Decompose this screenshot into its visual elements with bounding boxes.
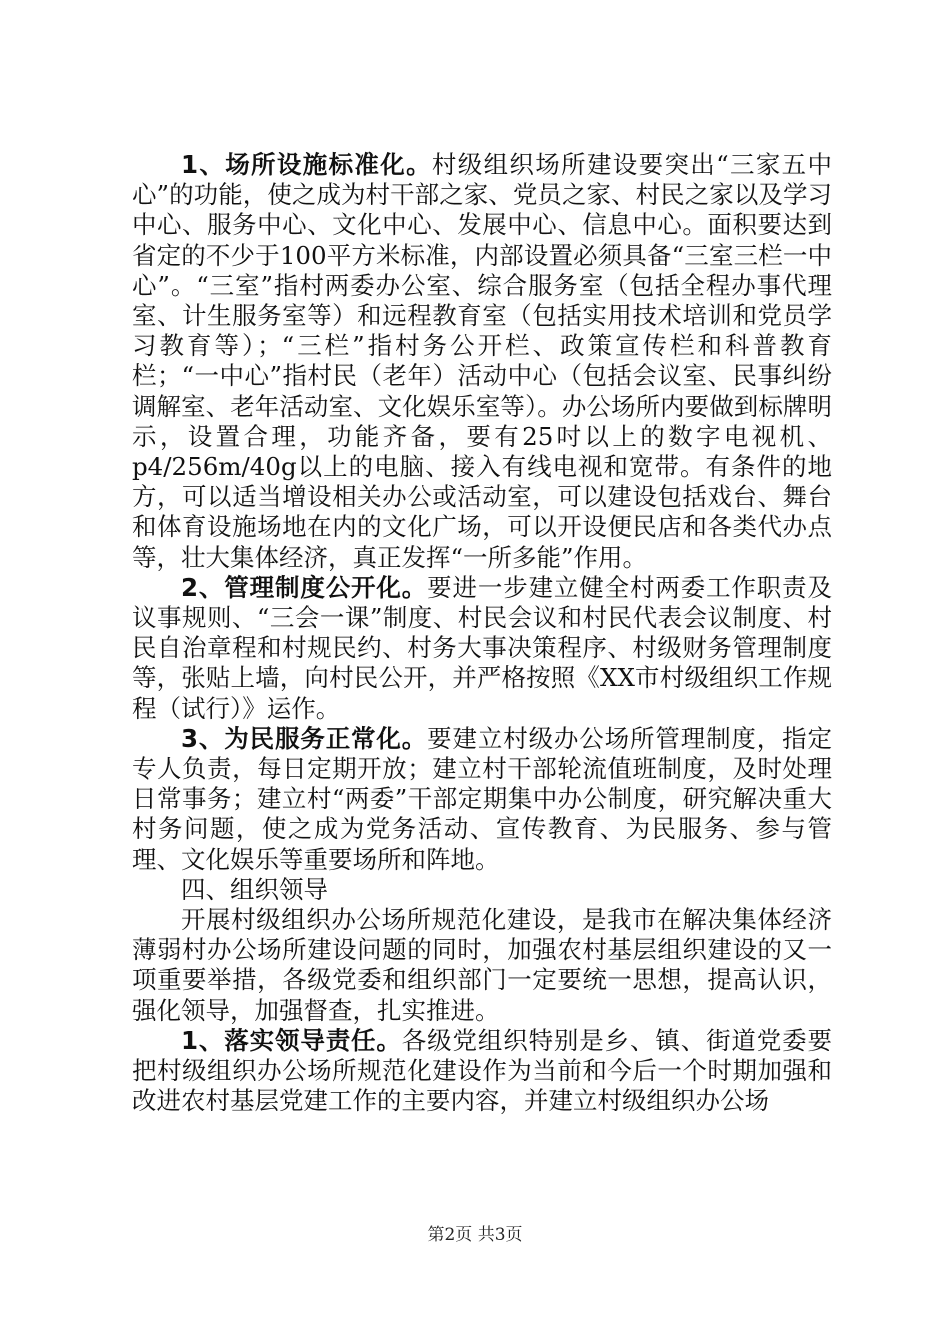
paragraph-text: 要进一步建立健全村两委工作职责及议事规则、“三会一课”制度、村民会议和村民代表会议制度、村民自治章程和村规民约、村务大事决策程序、村级财务管理制度等，张贴上墙，向村民公开，并严格按照《XX市村级组织工作规程（试行）》运作。 bbox=[132, 572, 833, 723]
paragraph-heading: 2、管理制度公开化。 bbox=[181, 572, 428, 602]
paragraph-heading: 1、场所设施标准化。 bbox=[181, 150, 432, 179]
paragraph-text: 要建立村级办公场所管理制度，指定专人负责，每日定期开放；建立村干部轮流值班制度，及时处理日常事务；建立村“两委”干部定期集中办公制度，研究解决重大村务问题，使之成为党务活动、宣传教育、为民服务、参与管理、文化娱乐等重要场所和阵地。 bbox=[132, 723, 833, 874]
paragraph-text: 各级党组织特别是乡、镇、街道党委要把村级组织办公场所规范化建设作为当前和今后一个时期加强和改进农村基层党建工作的主要内容，并建立村级组织办公场 bbox=[132, 1025, 833, 1116]
paragraph-text: 村级组织场所建设要突出“三家五中心”的功能，使之成为村干部之家、党员之家、村民之家以及学习中心、服务中心、文化中心、发展中心、信息中心。面积要达到省定的不少于100平方米标准，内部设置必须具备“三室三栏一中心”。“三室”指村两委办公室、综合服务室（包括全程办事代理室、计生服务室等）和远程教育室（包括实用技术培训和党员学习教育等）；“三栏”指村务公开栏、政策宣传栏和科普教育栏；“一中心”指村民（老年）活动中心（包括会议室、民事纠纷调解室、老年活动室、文化娱乐室等）。办公场所内要做到标牌明示，设置合理，功能齐备，要有25吋以上的数字电视机、p4/256m/40g以上的电脑、接入有线电视和宽带。有条件的地方，可以适当增设相关办公或活动室，可以建设包括戏台、舞台和体育设施场地在内的文化广场，可以开设便民店和各类代办点等，壮大集体经济，真正发挥“一所多能”作用。 bbox=[132, 150, 832, 572]
paragraph-text: 开展村级组织办公场所规范化建设，是我市在解决集体经济薄弱村办公场所建设问题的同时，加强农村基层组织建设的又一项重要举措，各级党委和组织部门一定要统一思想，提高认识，强化领导，加强督查，扎实推进。 bbox=[132, 905, 832, 1025]
section-heading-organization-leadership bbox=[132, 875, 832, 905]
section-heading-text: 四、组织领导 bbox=[181, 874, 328, 904]
paragraph-heading: 3、为民服务正常化。 bbox=[181, 723, 428, 753]
paragraph-management-disclosure bbox=[132, 573, 832, 724]
page-number-footer: 第2页 共3页 bbox=[427, 1225, 523, 1245]
document-body bbox=[132, 150, 832, 1117]
paragraph-leadership-intro bbox=[132, 905, 832, 1026]
paragraph-service-normalization bbox=[132, 724, 832, 875]
paragraph-leadership-responsibility bbox=[132, 1026, 832, 1117]
paragraph-heading: 1、落实领导责任。 bbox=[181, 1025, 402, 1055]
paragraph-facilities-standardization bbox=[132, 150, 832, 573]
